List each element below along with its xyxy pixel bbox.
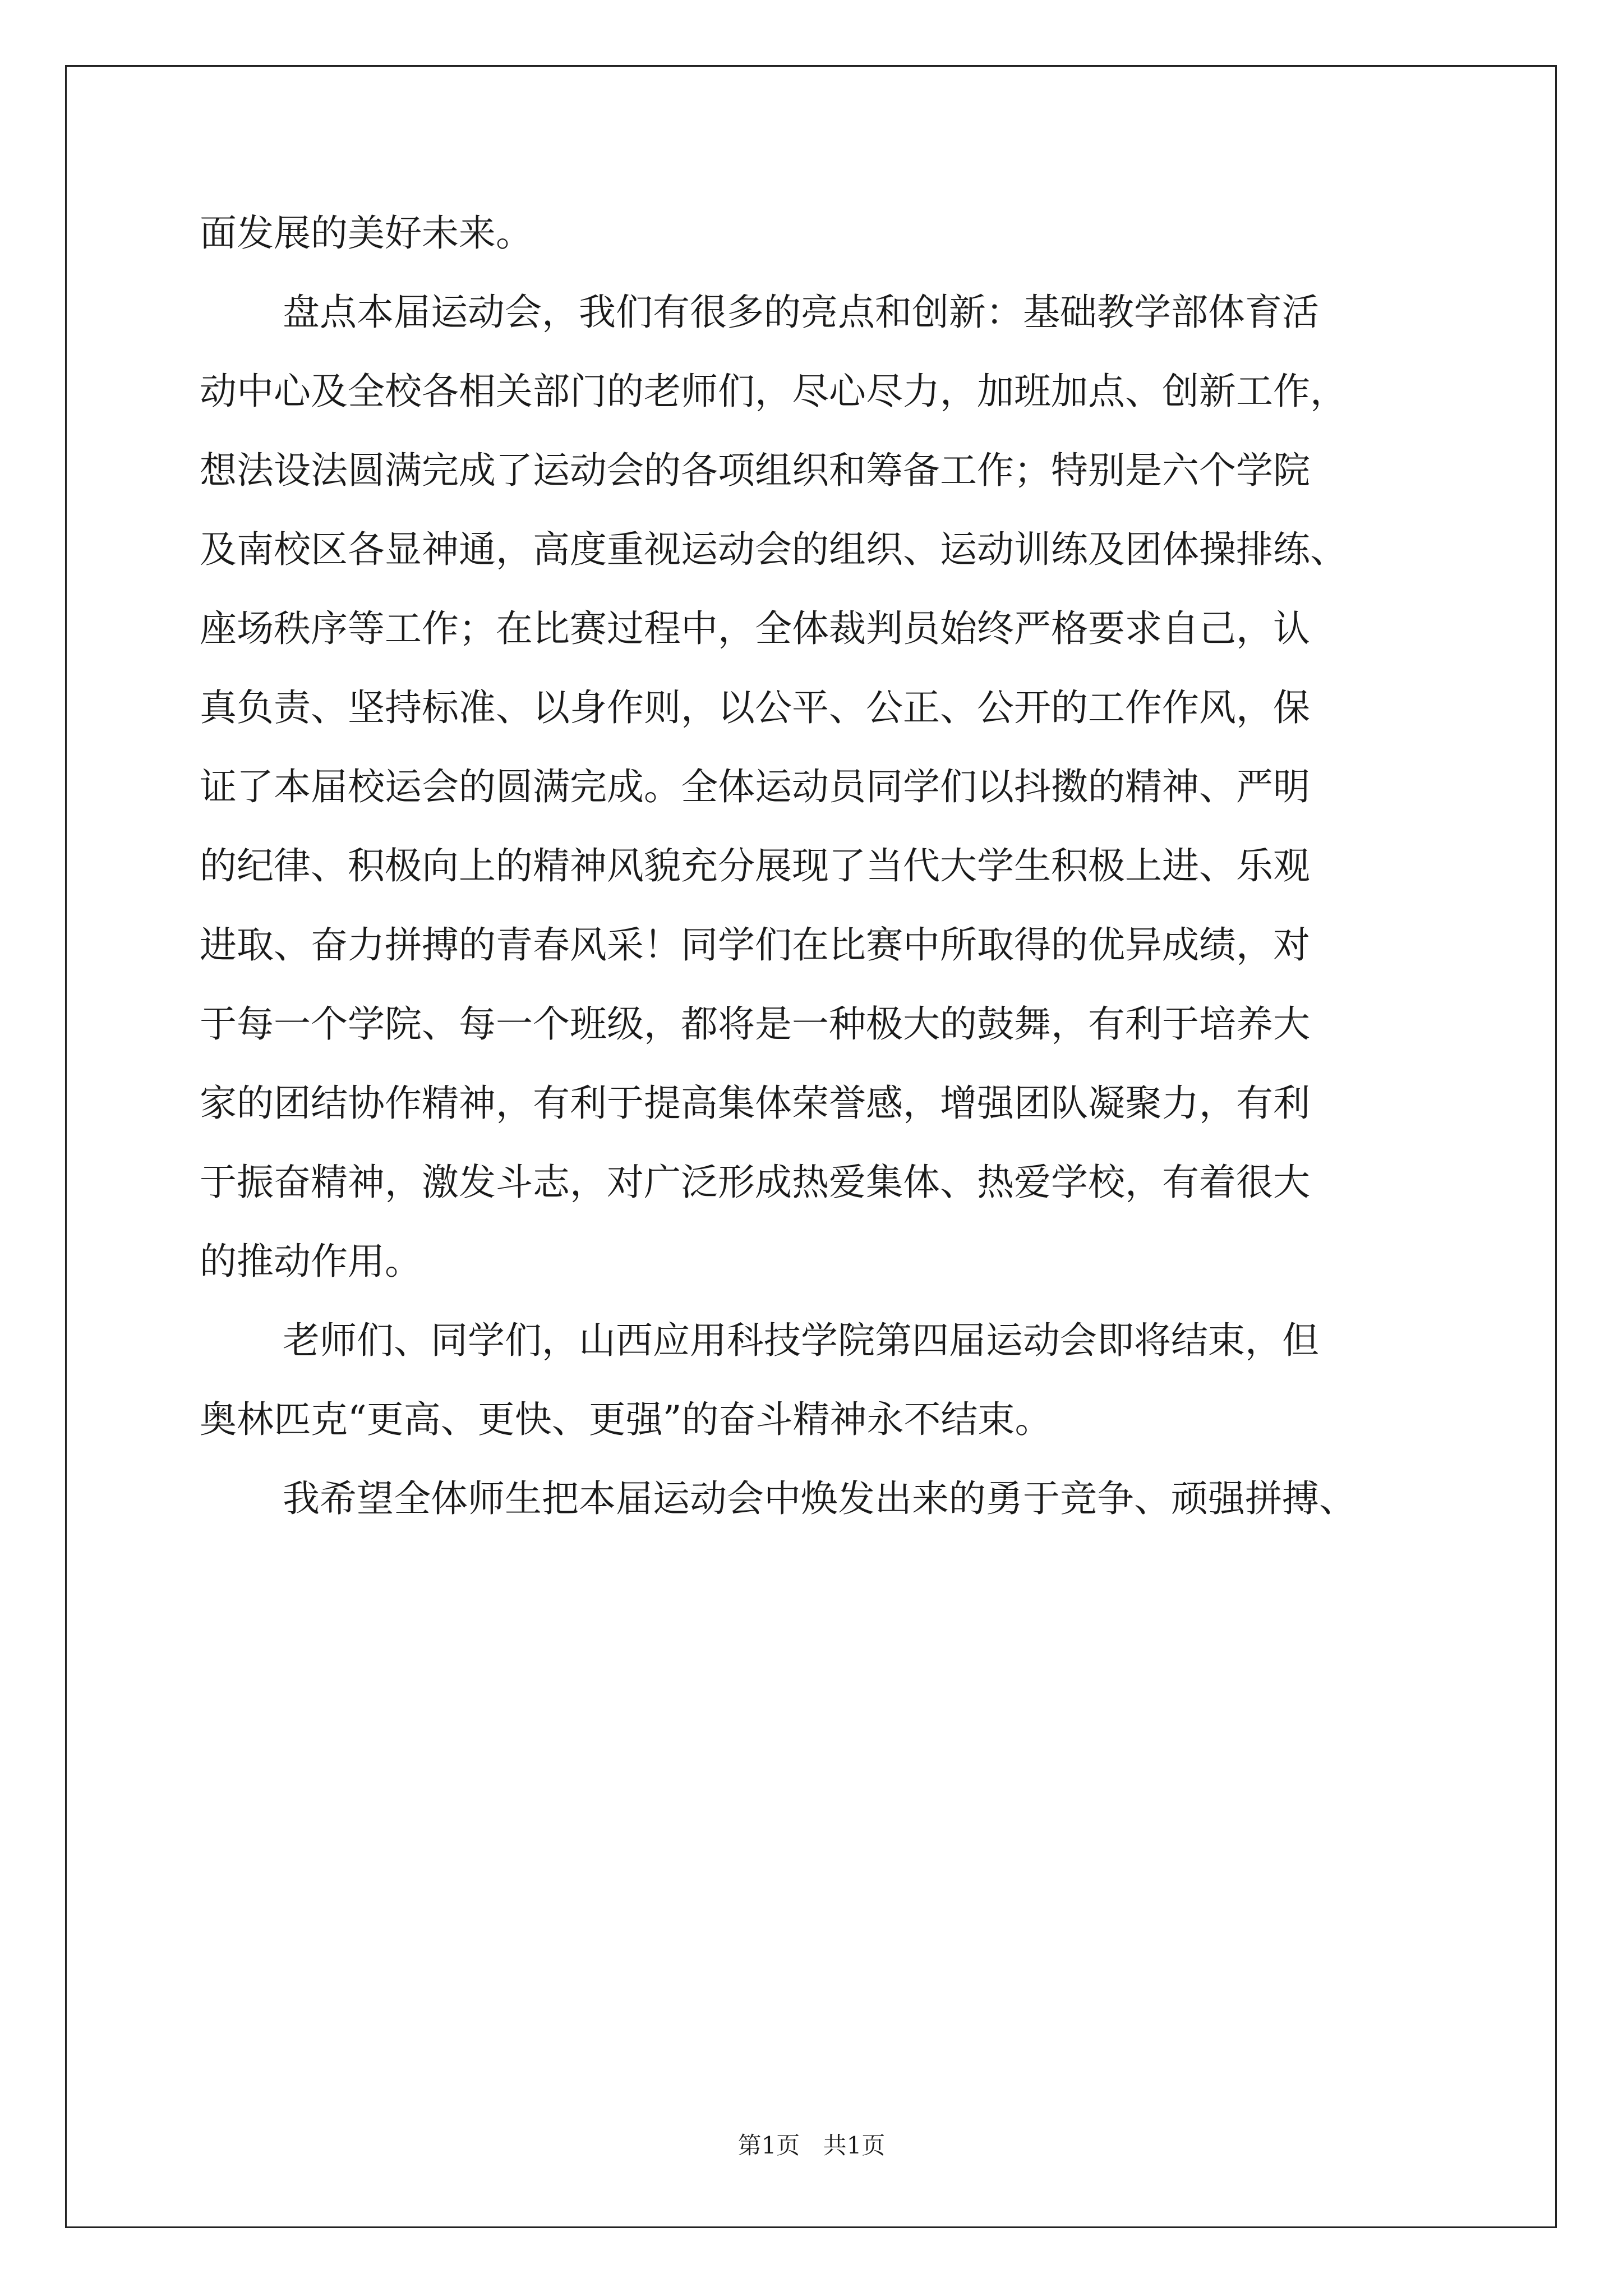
text-line: 家的团结协作精神，有利于提高集体荣誉感，增强团队凝聚力，有利	[200, 1082, 1310, 1125]
page-number: 第1页	[737, 2132, 800, 2159]
text-line: 的推动作用。	[200, 1240, 422, 1283]
text-line: 证了本届校运会的圆满完成。全体运动员同学们以抖擞的精神、严明	[200, 765, 1310, 808]
text-line: 想法设法圆满完成了运动会的各项组织和筹备工作；特别是六个学院	[200, 449, 1310, 492]
text-line: 盘点本届运动会，我们有很多的亮点和创新：基础教学部体育活	[283, 291, 1319, 334]
text-line: 进取、奋力拼搏的青春风采！同学们在比赛中所取得的优异成绩，对	[200, 923, 1310, 967]
text-line: 奥林匹克“更高、更快、更强”的奋斗精神永不结束。	[200, 1398, 1052, 1441]
text-line: 动中心及全校各相关部门的老师们，尽心尽力，加班加点、创新工作，	[200, 370, 1347, 413]
page-footer	[0, 2129, 1623, 2162]
text-line: 座场秩序等工作；在比赛过程中，全体裁判员始终严格要求自己，认	[200, 607, 1310, 650]
text-line: 于每一个学院、每一个班级，都将是一种极大的鼓舞，有利于培养大	[200, 1002, 1310, 1046]
document-body	[200, 194, 1422, 1538]
text-line: 于振奋精神，激发斗志，对广泛形成热爱集体、热爱学校，有着很大	[200, 1161, 1310, 1204]
text-line: 真负责、坚持标准、以身作则，以公平、公正、公开的工作作风，保	[200, 686, 1310, 729]
page-count: 共1页	[823, 2132, 886, 2159]
text-line: 及南校区各显神通，高度重视运动会的组织、运动训练及团体操排练、	[200, 528, 1347, 571]
text-line: 面发展的美好未来。	[200, 211, 533, 255]
text-line: 老师们、同学们，山西应用科技学院第四届运动会即将结束，但	[283, 1319, 1319, 1362]
text-line: 我希望全体师生把本届运动会中焕发出来的勇于竞争、顽强拼搏、	[283, 1477, 1356, 1520]
text-line: 的纪律、积极向上的精神风貌充分展现了当代大学生积极上进、乐观	[200, 844, 1310, 887]
